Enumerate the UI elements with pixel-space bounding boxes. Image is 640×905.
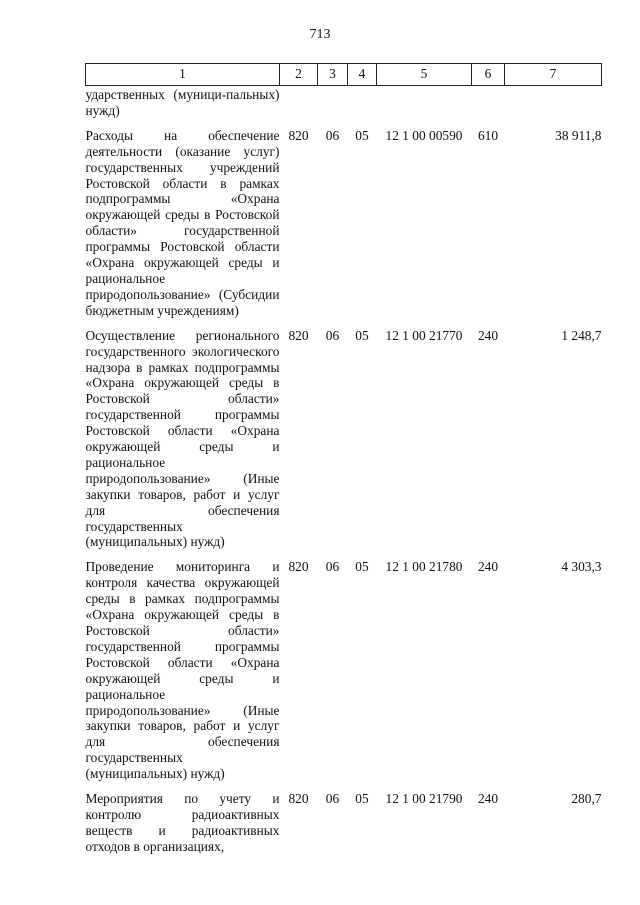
row-type: 240 <box>477 791 499 807</box>
row-name: Проведение мониторинга и контроля качества окружающей среды в рамках подпрограммы «Охрана окружающей среды в Ростовской области» государственной программы Ростовской области «Охрана окружающей среды и рациональное природопользование» (Иные закупки товаров, работ и услуг для обеспечения государственных (муниципальных) нужд) <box>85 559 280 782</box>
table-row <box>86 791 602 864</box>
row-subsection: 05 <box>355 791 369 807</box>
row-ministry: 820 <box>288 327 309 343</box>
header-row <box>86 64 602 86</box>
row-ministry: 820 <box>288 791 309 807</box>
row-target: 12 1 00 00590 <box>385 127 463 143</box>
row-type: 240 <box>477 327 499 343</box>
header-col-4: 4 <box>348 64 377 86</box>
row-target: 12 1 00 21780 <box>385 559 463 575</box>
row-target: 12 1 00 21790 <box>385 791 463 807</box>
row-section: 06 <box>325 791 340 807</box>
header-col-6: 6 <box>472 64 505 86</box>
page-number: 713 <box>309 27 331 42</box>
table-row <box>86 328 602 560</box>
row-amount: 4 303,3 <box>561 559 602 575</box>
header-col-3: 3 <box>318 64 348 86</box>
row-ministry: 820 <box>288 559 309 575</box>
header-col-7: 7 <box>505 64 602 86</box>
row-subsection: 05 <box>355 127 369 143</box>
row-ministry: 820 <box>288 127 309 143</box>
row-target: 12 1 00 21770 <box>385 327 463 343</box>
header-col-5: 5 <box>377 64 472 86</box>
budget-table <box>85 63 602 864</box>
row-type: 240 <box>477 559 499 575</box>
row-type: 610 <box>477 127 499 143</box>
row-name: Мероприятия по учету и контролю радиоактивных веществ и радиоактивных отходов в организациях, <box>85 791 280 854</box>
row-amount: 280,7 <box>571 791 602 807</box>
row-amount: 1 248,7 <box>561 327 602 343</box>
row-section: 06 <box>325 327 340 343</box>
row-name: Осуществление регионального государственного экологического надзора в рамках подпрограммы «Охрана окружающей среды в Ростовской области» государственной программы Ростовской области «Охрана окружающей среды и рациональное природопользование» (Иные закупки товаров, работ и услуг для обеспечения государственных (муниципальных) нужд) <box>85 327 280 550</box>
row-subsection: 05 <box>355 327 369 343</box>
row-amount: 38 911,8 <box>555 127 602 143</box>
table-row <box>86 559 602 791</box>
row-subsection: 05 <box>355 559 369 575</box>
row-name: Расходы на обеспечение деятельности (оказание услуг) государственных учреждений Ростовской области в рамках подпрограммы «Охрана окружающей среды в Ростовской области» государственной программы Ростовской области «Охрана окружающей среды и рациональное природопользование» (Субсидии бюджетным учреждениям) <box>85 127 280 318</box>
header-col-1: 1 <box>86 64 280 86</box>
row-section: 06 <box>325 559 340 575</box>
continuation-text: ударственных (муници-пальных) нужд) <box>85 87 280 118</box>
header-col-2: 2 <box>280 64 318 86</box>
row-section: 06 <box>325 127 340 143</box>
table-row <box>86 128 602 328</box>
table-row-continuation <box>86 86 602 128</box>
